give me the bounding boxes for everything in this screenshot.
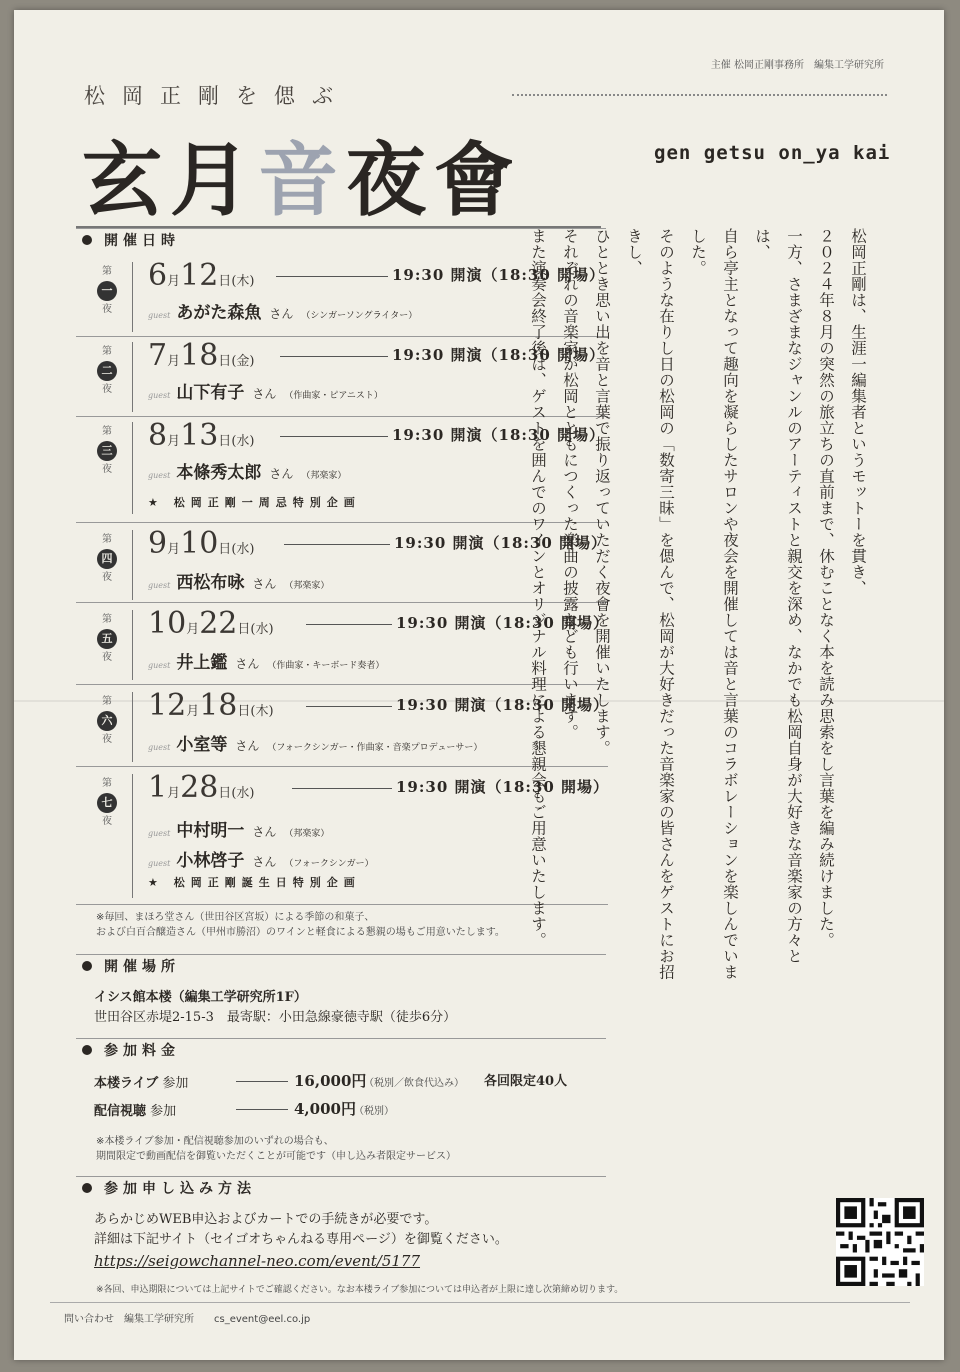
section-bullet-icon: [82, 235, 92, 245]
event-subtitle: 松岡正剛を偲ぶ: [84, 84, 350, 108]
section-label: 参加料金: [104, 1043, 180, 1059]
session-guest: guest 山下有子 さん （作曲家・ピアニスト）: [148, 383, 383, 403]
session-time: 19:30 開演（18:30 開場）: [392, 346, 606, 364]
intro-paragraph: それぞれの音楽家が松岡とともにつくった楽曲の披露なども行います。: [561, 228, 579, 740]
event-title: [82, 116, 522, 231]
session-date: 7月18日(金): [148, 338, 255, 373]
session-date: 8月13日(水): [148, 418, 255, 453]
session-time: 19:30 開演（18:30 開場）: [396, 778, 610, 796]
fee-note-live: （税別／飲食代込み）: [364, 1078, 464, 1089]
session-badge: 第 四 夜: [94, 534, 120, 584]
intro-paragraph: 一方、さまざまなジャンルのアーティストと親交を深め、なかでも松岡自身が大好きな音楽家の方々とは、: [753, 228, 803, 964]
event-url-link[interactable]: https://seigowchannel-neo.com/event/5177: [94, 1252, 421, 1270]
fee-note-stream: （税別）: [354, 1106, 394, 1117]
session-guest: guest 本條秀太郎 さん （邦楽家）: [148, 463, 347, 483]
fee-price-live: 16,000円: [294, 1072, 367, 1090]
intro-paragraph: そのような在りし日の松岡の「数寄三昧」を偲んで、松岡が大好きだった音楽家の皆さんをゲストにお招きし、: [625, 228, 675, 980]
flyer-sheet: [14, 10, 944, 1360]
session-badge: 第 五 夜: [94, 614, 120, 664]
title-char-1: 玄: [82, 133, 170, 227]
section-label: 開催場所: [104, 959, 180, 975]
fee-row-stream: 配信視聴 参加: [94, 1104, 177, 1119]
intro-paragraph: ２０２４年８月の突然の旅立ちの直前まで、休むことなく本を読み思索をし言葉を編み続けました。: [817, 228, 835, 948]
fee-note-line: 期間限定で動画配信を御覧いただくことが可能です（申し込み者限定サービス）: [96, 1151, 456, 1162]
subtitle-dotted-rule: [512, 94, 887, 96]
apply-deadline-note: ※各回、申込期限については上記サイトでご確認ください。なお本楼ライブ参加については申込者が上限に達し次第締め切ります。: [96, 1285, 624, 1295]
fee-note-line: ※本楼ライブ参加・配信視聴参加のいずれの場合も、: [96, 1136, 334, 1147]
session-guest: guest 小室等 さん （フォークシンガー・作曲家・音楽プロデューサー）: [148, 735, 483, 755]
session-guest: guest あがた森魚 さん （シンガーソングライター）: [148, 303, 418, 323]
session-date: 12月18日(木): [148, 688, 274, 723]
venue-name: イシス館本楼（編集工学研究所1F）: [94, 990, 307, 1005]
section-label: 開催日時: [104, 233, 180, 249]
session-guest: guest 井上鑑 さん （作曲家・キーボード奏者）: [148, 653, 385, 673]
apply-instruction: あらかじめWEB申込およびカートでの手続きが必要です。: [94, 1212, 438, 1227]
title-char-5: 會: [434, 133, 522, 227]
session-guest: guest 小林啓子 さん （フォークシンガー）: [148, 851, 374, 871]
intro-paragraph: 松岡正剛は、生涯一編集者というモットーを貫き、: [849, 228, 867, 596]
venue-address: 世田谷区赤堤2-15-3 最寄駅：小田急線豪徳寺駅（徒歩6分）: [94, 1010, 457, 1025]
special-event-note: ★ 松岡正剛誕生日特別企画: [148, 876, 361, 889]
apply-section-header: [76, 1176, 606, 1199]
session-badge: 第 二 夜: [94, 346, 120, 396]
session-badge: 第 七 夜: [94, 778, 120, 828]
section-bullet-icon: [82, 1045, 92, 1055]
session-badge: 第 一 夜: [94, 266, 120, 316]
title-char-2: 月: [170, 133, 258, 227]
title-char-3: 音: [258, 133, 346, 227]
intro-paragraph: ひととき思い出を音と言葉で振り返っていただく夜會を開催いたします。: [593, 228, 611, 756]
organizer-line: 主催 松岡正剛事務所 編集工学研究所: [710, 60, 884, 71]
session-time: 19:30 開演（18:30 開場）: [394, 534, 608, 552]
schedule-note-line: ※毎回、まほろ堂さん（世田谷区宮坂）による季節の和菓子、: [96, 912, 375, 923]
section-bullet-icon: [82, 961, 92, 971]
event-title-romaji: gen getsu on_ya kai: [654, 142, 891, 164]
session-badge: 第 六 夜: [94, 696, 120, 746]
schedule-note-line: および白百合醸造さん（甲州市勝沼）のワインと軽食による懇親の場もご用意いたします。: [96, 927, 505, 938]
session-time: 19:30 開演（18:30 開場）: [396, 696, 610, 714]
session-guest: guest 西松布咏 さん （邦楽家）: [148, 573, 330, 593]
intro-paragraph: 自ら亭主となって趣向を凝らしたサロンや夜会を開催しては音と言葉のコラボレーションを楽しんでいました。: [689, 228, 739, 980]
fee-price-stream: 4,000円: [294, 1100, 356, 1118]
qr-code-icon[interactable]: [836, 1198, 924, 1286]
intro-paragraph: また演奏会終了後は、ゲストを囲んでのワインとオリジナル料理による懇親会もご用意いたします。: [529, 228, 547, 948]
fee-capacity: 各回限定40人: [484, 1074, 568, 1089]
section-bullet-icon: [82, 1183, 92, 1193]
session-guest: guest 中村明一 さん （邦楽家）: [148, 821, 330, 841]
session-date: 1月28日(水): [148, 770, 255, 805]
intro-text: [522, 228, 874, 988]
title-char-4: 夜: [346, 133, 434, 227]
apply-instruction: 詳細は下記サイト（セイゴオちゃんねる専用ページ）を御覧ください。: [94, 1232, 508, 1247]
fee-row-live: 本楼ライブ 参加: [94, 1076, 189, 1091]
fee-section-header: [76, 1038, 606, 1061]
contact-line: 問い合わせ 編集工学研究所 cs_event@eel.co.jp: [64, 1314, 311, 1325]
session-date: 6月12日(木): [148, 258, 255, 293]
special-event-note: ★ 松岡正剛一周忌特別企画: [148, 496, 361, 509]
section-label: 参加申し込み方法: [104, 1181, 256, 1197]
session-date: 10月22日(水): [148, 606, 274, 641]
session-time: 19:30 開演（18:30 開場）: [396, 614, 610, 632]
session-time: 19:30 開演（18:30 開場）: [392, 426, 606, 444]
session-time: 19:30 開演（18:30 開場）: [392, 266, 606, 284]
session-date: 9月10日(水): [148, 526, 255, 561]
session-badge: 第 三 夜: [94, 426, 120, 476]
